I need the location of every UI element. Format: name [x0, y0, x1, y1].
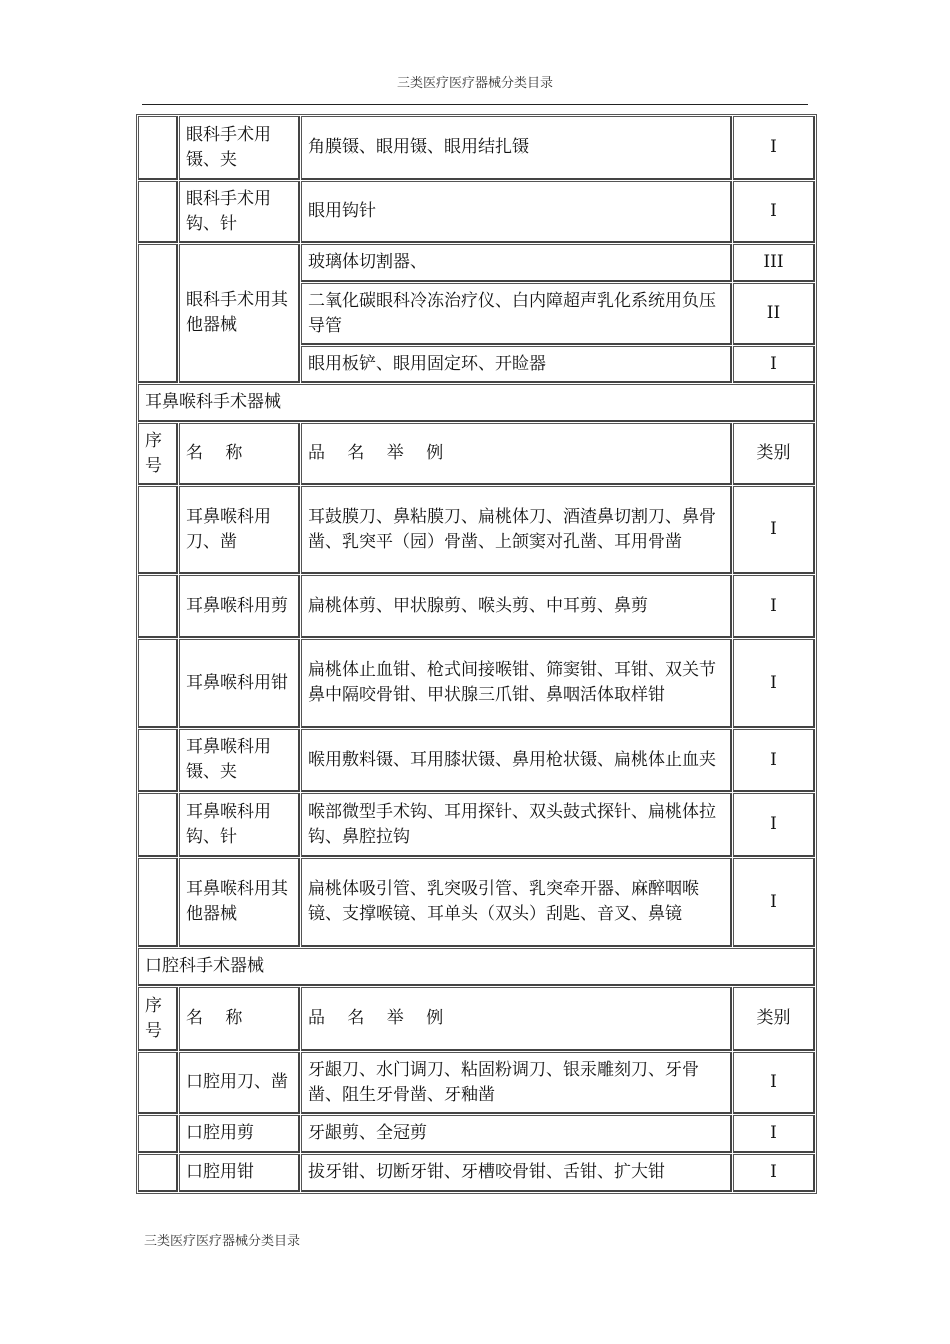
- name-cell: 耳鼻喉科用钩、针: [179, 793, 300, 857]
- example-cell: 玻璃体切割器、: [301, 244, 732, 282]
- name-cell: 耳鼻喉科用刀、凿: [179, 486, 300, 574]
- header-row: [138, 987, 815, 1051]
- example-cell: 眼用板铲、眼用固定环、开睑器: [301, 346, 732, 383]
- example-cell: 耳鼓膜刀、鼻粘膜刀、扁桃体刀、酒渣鼻切割刀、鼻骨凿、乳突平（园）骨凿、上颌窦对孔凿、耳用骨凿: [301, 486, 732, 574]
- header-example: 品 名 举 例: [301, 987, 732, 1051]
- class-cell: I: [733, 858, 815, 947]
- table-row: [138, 116, 815, 180]
- example-cell: 牙龈刀、水门调刀、粘固粉调刀、银汞雕刻刀、牙骨凿、阻生牙骨凿、牙釉凿: [301, 1052, 732, 1114]
- header-rule: [142, 104, 808, 105]
- name-cell: 耳鼻喉科用镊、夹: [179, 729, 300, 792]
- seq-cell: [138, 181, 178, 243]
- name-cell: 耳鼻喉科用钳: [179, 639, 300, 728]
- table-row: [138, 639, 815, 728]
- section-title-row: [138, 384, 815, 422]
- seq-cell: [138, 1154, 178, 1192]
- name-cell: 口腔用刀、凿: [179, 1052, 300, 1114]
- header-class: 类别: [733, 987, 815, 1051]
- class-cell: I: [733, 575, 815, 638]
- class-cell: I: [733, 729, 815, 792]
- example-cell: 扁桃体止血钳、枪式间接喉钳、筛窦钳、耳钳、双关节鼻中隔咬骨钳、甲状腺三爪钳、鼻咽活体取样钳: [301, 639, 732, 728]
- table-row: [138, 181, 815, 243]
- header-seq: 序号: [138, 423, 178, 485]
- table-row: [138, 1052, 815, 1114]
- table-row: [138, 1154, 815, 1192]
- class-cell: II: [733, 283, 815, 345]
- example-cell: 角膜镊、眼用镊、眼用结扎镊: [301, 116, 732, 180]
- header-name: 名 称: [179, 423, 300, 485]
- table-row: [138, 575, 815, 638]
- example-cell: 二氧化碳眼科冷冻治疗仪、白内障超声乳化系统用负压导管: [301, 283, 732, 345]
- table-row: [138, 244, 815, 282]
- name-cell: 耳鼻喉科用剪: [179, 575, 300, 638]
- header-name: 名 称: [179, 987, 300, 1051]
- table-row: [138, 858, 815, 947]
- class-cell: III: [733, 244, 815, 282]
- header-seq: 序号: [138, 987, 178, 1051]
- name-cell: 耳鼻喉科用其他器械: [179, 858, 300, 947]
- page-footer: 三类医疗医疗器械分类目录: [144, 1234, 301, 1249]
- example-cell: 喉用敷料镊、耳用膝状镊、鼻用枪状镊、扁桃体止血夹: [301, 729, 732, 792]
- seq-cell: [138, 793, 178, 857]
- seq-cell: [138, 858, 178, 947]
- example-cell: 眼用钩针: [301, 181, 732, 243]
- section-title: 口腔科手术器械: [138, 948, 815, 986]
- seq-cell: [138, 244, 178, 383]
- class-cell: I: [733, 181, 815, 243]
- class-cell: I: [733, 1052, 815, 1114]
- header-class: 类别: [733, 423, 815, 485]
- example-cell: 扁桃体剪、甲状腺剪、喉头剪、中耳剪、鼻剪: [301, 575, 732, 638]
- example-cell: 拔牙钳、切断牙钳、牙槽咬骨钳、舌钳、扩大钳: [301, 1154, 732, 1192]
- section-title-row: [138, 948, 815, 986]
- class-cell: I: [733, 346, 815, 383]
- name-cell: 眼科手术用其他器械: [179, 244, 300, 383]
- seq-cell: [138, 1115, 178, 1153]
- table-row: [138, 486, 815, 574]
- header-row: [138, 423, 815, 485]
- table-row: [138, 729, 815, 792]
- name-cell: 口腔用钳: [179, 1154, 300, 1192]
- seq-cell: [138, 639, 178, 728]
- example-cell: 喉部微型手术钩、耳用探针、双头鼓式探针、扁桃体拉钩、鼻腔拉钩: [301, 793, 732, 857]
- device-catalog-table: [136, 114, 817, 1194]
- class-cell: I: [733, 1154, 815, 1192]
- name-cell: 眼科手术用镊、夹: [179, 116, 300, 180]
- seq-cell: [138, 729, 178, 792]
- seq-cell: [138, 1052, 178, 1114]
- table-row: [138, 1115, 815, 1153]
- class-cell: I: [733, 1115, 815, 1153]
- section-title: 耳鼻喉科手术器械: [138, 384, 815, 422]
- seq-cell: [138, 486, 178, 574]
- name-cell: 口腔用剪: [179, 1115, 300, 1153]
- seq-cell: [138, 116, 178, 180]
- page-header: 三类医疗医疗器械分类目录: [396, 76, 553, 91]
- class-cell: I: [733, 116, 815, 180]
- table-row: [138, 793, 815, 857]
- name-cell: 眼科手术用钩、针: [179, 181, 300, 243]
- example-cell: 扁桃体吸引管、乳突吸引管、乳突牵开器、麻醉咽喉镜、支撑喉镜、耳单头（双头）刮匙、音叉、鼻镜: [301, 858, 732, 947]
- class-cell: I: [733, 639, 815, 728]
- class-cell: I: [733, 486, 815, 574]
- class-cell: I: [733, 793, 815, 857]
- example-cell: 牙龈剪、全冠剪: [301, 1115, 732, 1153]
- seq-cell: [138, 575, 178, 638]
- header-example: 品 名 举 例: [301, 423, 732, 485]
